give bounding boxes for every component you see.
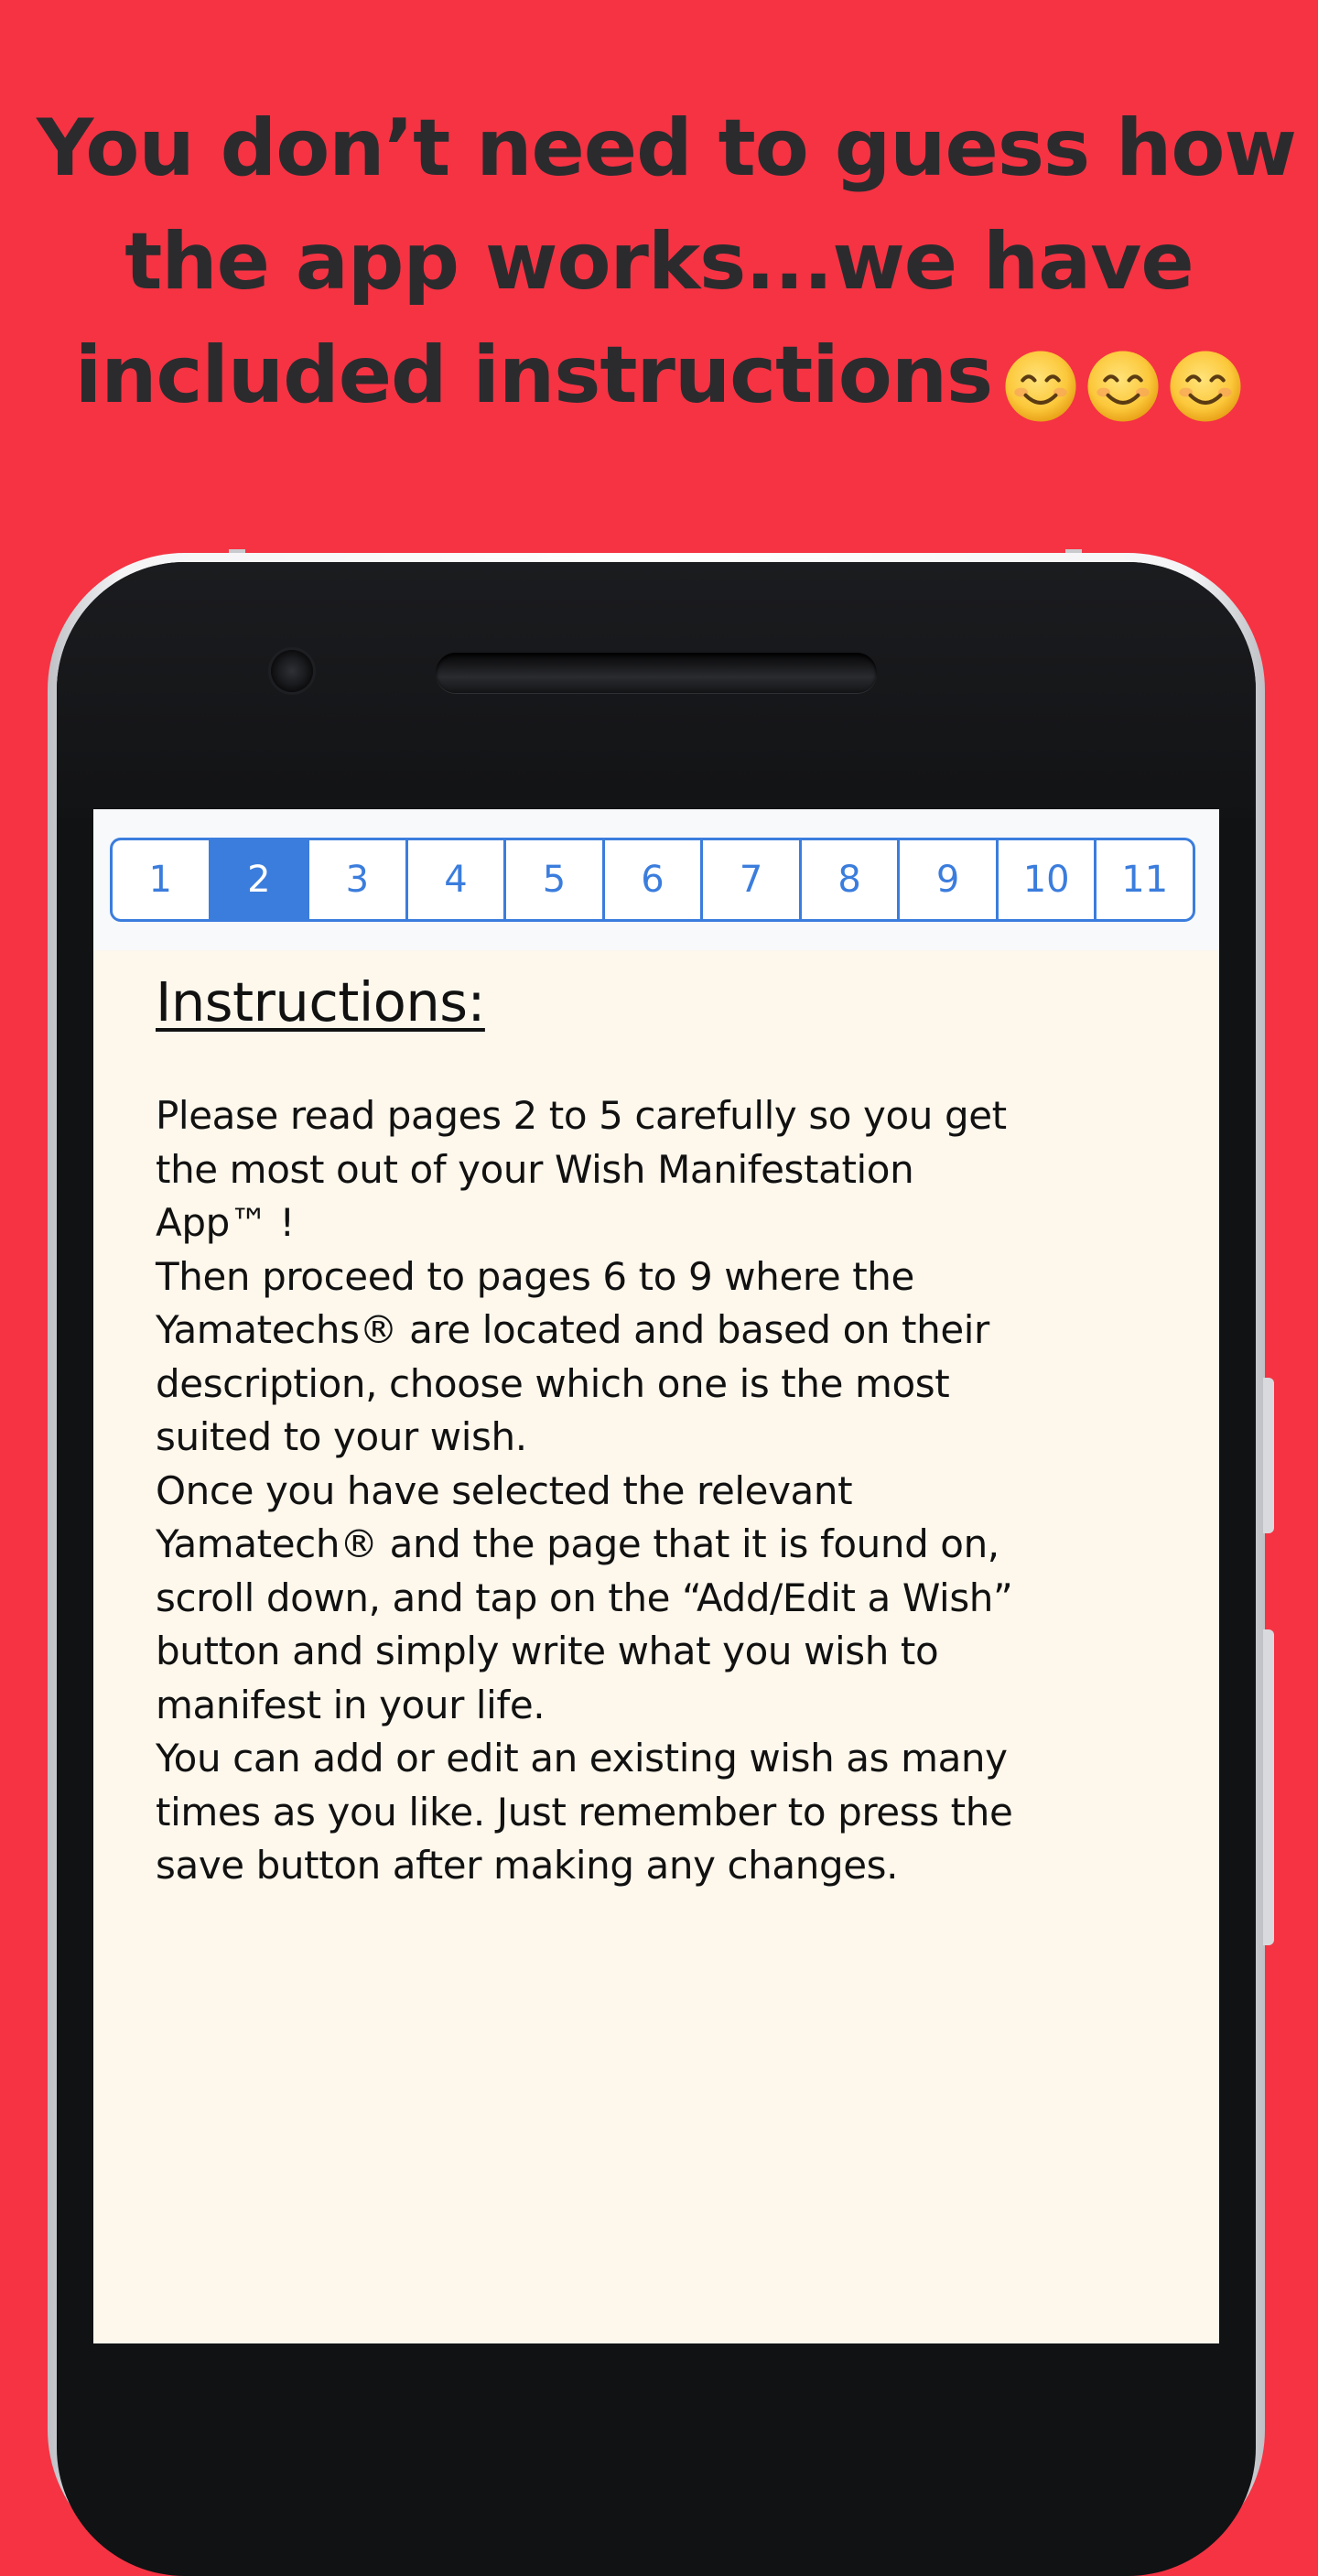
promo-headline [37, 92, 1296, 438]
phone-power-button [1263, 1629, 1274, 1945]
smiling-face-emoji-icon [1086, 349, 1161, 424]
page-button-8[interactable]: 8 [799, 840, 898, 919]
smiling-face-emoji-icon [1003, 349, 1078, 424]
page-button-7[interactable]: 7 [700, 840, 799, 919]
phone-screen [93, 809, 1219, 2343]
page-button-3[interactable]: 3 [307, 840, 405, 919]
headline-line-3-text: included instructions [74, 330, 993, 421]
page-button-10[interactable]: 10 [996, 840, 1095, 919]
instructions-content [156, 970, 1190, 1893]
page-selector [110, 838, 1195, 922]
headline-line-2: the app works...we have [124, 216, 1194, 308]
page-button-11[interactable]: 11 [1094, 840, 1193, 919]
page-button-5[interactable]: 5 [503, 840, 602, 919]
smiley-emoji-group [996, 324, 1243, 438]
headline-line-3 [37, 319, 1281, 438]
phone-volume-button [1263, 1378, 1274, 1533]
page-button-1[interactable]: 1 [148, 859, 172, 901]
pager-bar [93, 809, 1219, 950]
instructions-body: Please read pages 2 to 5 carefully so you get the most out of your Wish Manifestation App™ ! Then proceed to pages 6 to 9 where the Yamatechs® are located and based on their description, choose which one is the most suited to your wish. Once you have selected the relevant Yamatech® and the page that it is found on, scroll down, and tap on the “Add/Edit a Wish” button and simply write what you wish to manifest in your life. You can add or edit an existing wish as many times as you like. Just remember to press the save button after making any changes. [156, 1093, 1013, 1888]
earpiece-speaker [436, 653, 877, 693]
smiling-face-emoji-icon [1168, 349, 1243, 424]
page-button-9[interactable]: 9 [897, 840, 996, 919]
page-button-6[interactable]: 6 [602, 840, 701, 919]
instructions-title: Instructions: [156, 970, 485, 1034]
page-button-4[interactable]: 4 [405, 840, 504, 919]
page-button-2[interactable]: 2 [209, 840, 308, 919]
front-camera-icon [271, 650, 313, 692]
headline-line-1: You don’t need to guess how [37, 103, 1296, 194]
